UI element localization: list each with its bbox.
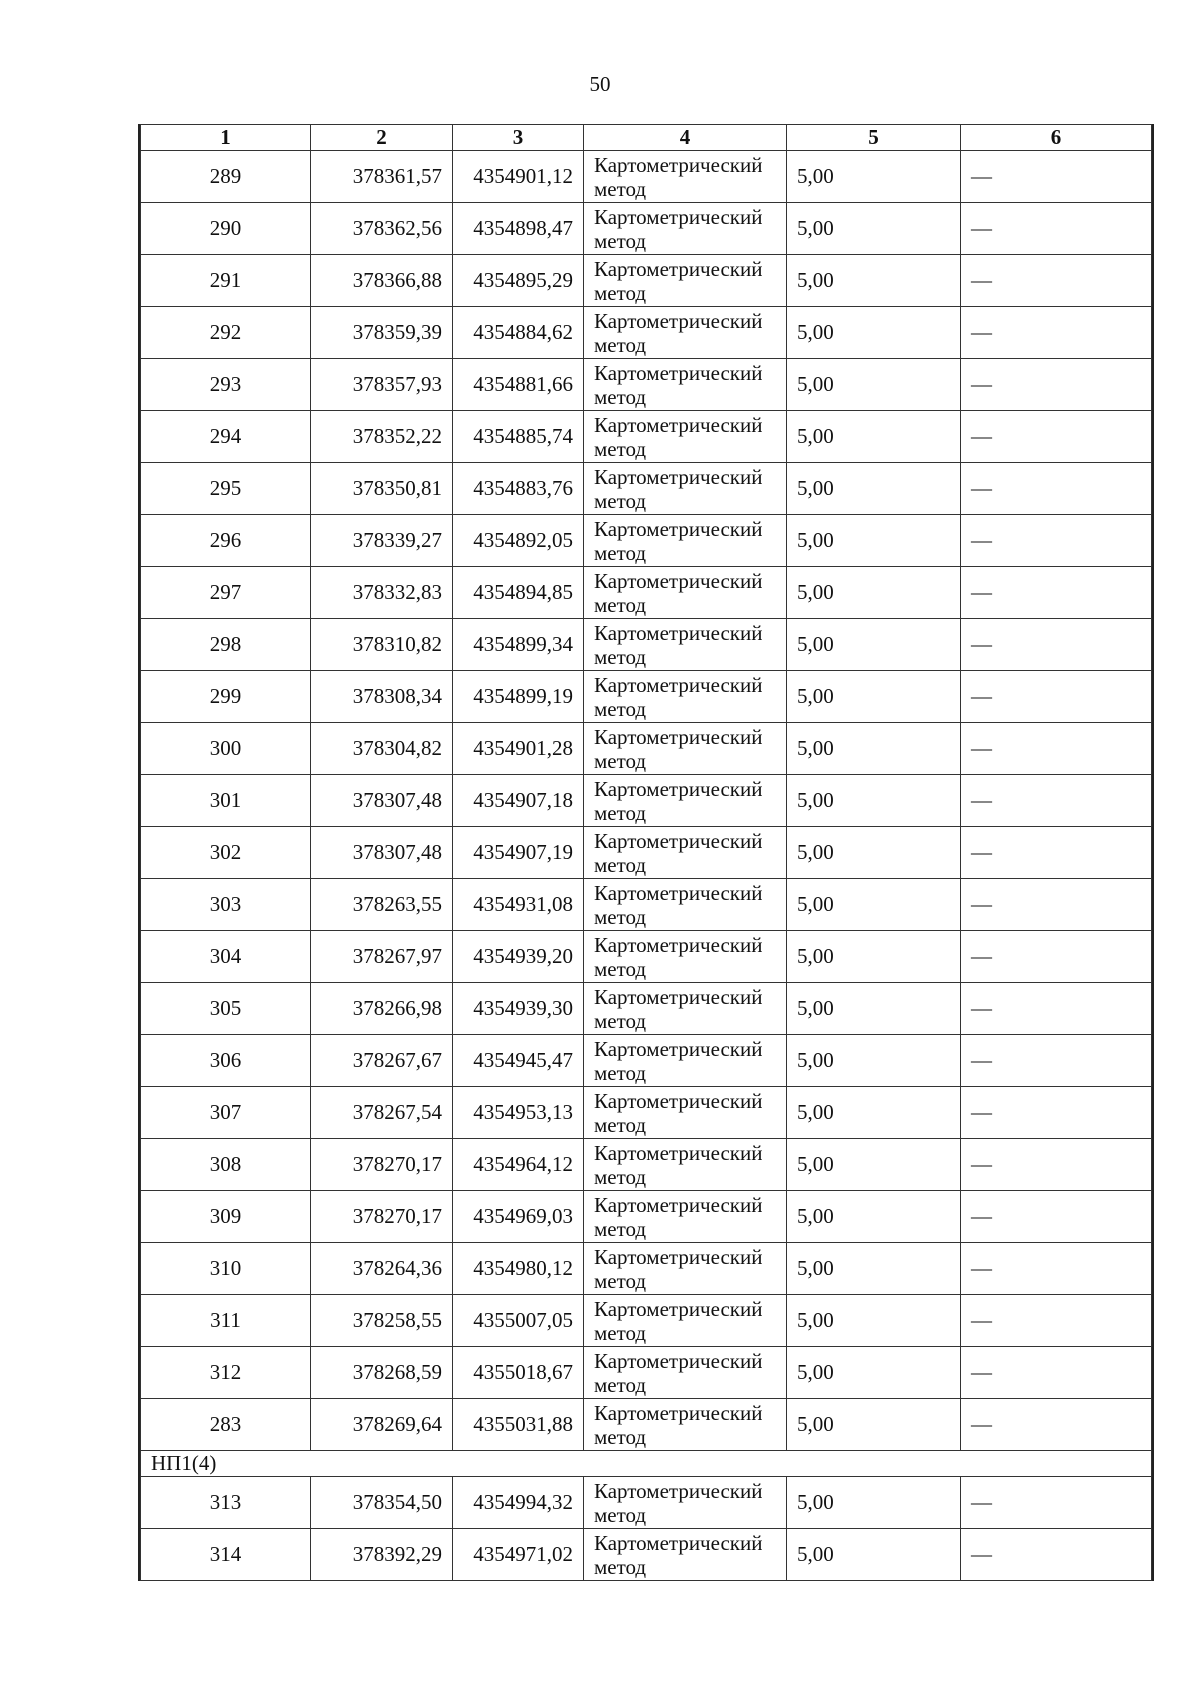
point-number: 294 [141,411,311,463]
coordinate-x: 378392,29 [311,1529,453,1581]
coordinate-x: 378352,22 [311,411,453,463]
accuracy-value: 5,00 [787,1035,961,1087]
accuracy-value: 5,00 [787,411,961,463]
point-number: 295 [141,463,311,515]
method-cell [584,1087,787,1139]
method-cell [584,1347,787,1399]
note-cell: — [961,307,1152,359]
coordinate-y: 4354939,20 [453,931,584,983]
method-line-2: метод [594,436,647,461]
coordinate-y: 4354953,13 [453,1087,584,1139]
method-cell [584,983,787,1035]
accuracy-value: 5,00 [787,1529,961,1581]
coordinate-y: 4354939,30 [453,983,584,1035]
method-cell [584,931,787,983]
table-row [141,671,1152,723]
point-number: 302 [141,827,311,879]
table-row [141,1087,1152,1139]
coordinate-y: 4354907,18 [453,775,584,827]
method-line-1: Картометрический [594,412,763,437]
coordinate-y: 4354899,34 [453,619,584,671]
method-cell [584,1243,787,1295]
method-line-2: метод [594,1216,647,1241]
coordinate-x: 378263,55 [311,879,453,931]
coordinate-x: 378304,82 [311,723,453,775]
coordinate-x: 378268,59 [311,1347,453,1399]
note-cell: — [961,827,1152,879]
method-line-2: метод [594,696,647,721]
coordinates-table-frame [138,124,1154,1581]
coordinate-y: 4354895,29 [453,255,584,307]
accuracy-value: 5,00 [787,463,961,515]
point-number: 299 [141,671,311,723]
method-line-2: метод [594,800,647,825]
method-line-1: Картометрический [594,308,763,333]
coordinate-y: 4354901,12 [453,151,584,203]
table-row [141,879,1152,931]
method-cell [584,775,787,827]
coordinate-y: 4354980,12 [453,1243,584,1295]
method-line-1: Картометрический [594,828,763,853]
table-row [141,359,1152,411]
method-line-1: Картометрический [594,620,763,645]
accuracy-value: 5,00 [787,1399,961,1451]
method-cell [584,307,787,359]
point-number: 297 [141,567,311,619]
method-line-1: Картометрический [594,724,763,749]
accuracy-value: 5,00 [787,1295,961,1347]
method-line-1: Картометрический [594,672,763,697]
method-line-2: метод [594,1424,647,1449]
method-line-1: Картометрический [594,1140,763,1165]
method-cell [584,1139,787,1191]
method-cell [584,1399,787,1451]
method-line-1: Картометрический [594,1244,763,1269]
point-number: 290 [141,203,311,255]
method-cell [584,827,787,879]
section-label: НП1(4) [141,1451,1152,1477]
point-number: 303 [141,879,311,931]
point-number: 308 [141,1139,311,1191]
point-number: 313 [141,1477,311,1529]
method-cell [584,1477,787,1529]
coordinate-x: 378267,97 [311,931,453,983]
coordinates-table [140,124,1152,1581]
header-col-3: 3 [453,125,584,151]
coordinate-y: 4354931,08 [453,879,584,931]
method-line-2: метод [594,592,647,617]
coordinate-y: 4354964,12 [453,1139,584,1191]
method-cell [584,359,787,411]
page-number: 50 [589,72,611,96]
method-line-1: Картометрический [594,984,763,1009]
coordinate-y: 4354907,19 [453,827,584,879]
coordinate-y: 4355007,05 [453,1295,584,1347]
note-cell: — [961,1139,1152,1191]
coordinate-x: 378266,98 [311,983,453,1035]
method-line-1: Картометрический [594,1192,763,1217]
point-number: 304 [141,931,311,983]
coordinate-x: 378350,81 [311,463,453,515]
note-cell: — [961,1295,1152,1347]
header-col-5: 5 [787,125,961,151]
coordinate-x: 378332,83 [311,567,453,619]
accuracy-value: 5,00 [787,151,961,203]
header-col-2: 2 [311,125,453,151]
method-line-1: Картометрический [594,1088,763,1113]
point-number: 311 [141,1295,311,1347]
coordinate-y: 4354883,76 [453,463,584,515]
table-row [141,931,1152,983]
note-cell: — [961,411,1152,463]
note-cell: — [961,723,1152,775]
note-cell: — [961,879,1152,931]
accuracy-value: 5,00 [787,983,961,1035]
method-line-2: метод [594,644,647,669]
note-cell: — [961,619,1152,671]
method-line-2: метод [594,1502,647,1527]
note-cell: — [961,359,1152,411]
accuracy-value: 5,00 [787,931,961,983]
point-number: 306 [141,1035,311,1087]
coordinate-y: 4355018,67 [453,1347,584,1399]
section-row [141,1451,1152,1477]
accuracy-value: 5,00 [787,1139,961,1191]
point-number: 307 [141,1087,311,1139]
coordinate-y: 4354945,47 [453,1035,584,1087]
coordinate-x: 378267,54 [311,1087,453,1139]
method-line-1: Картометрический [594,464,763,489]
table-row [141,723,1152,775]
coordinate-x: 378359,39 [311,307,453,359]
point-number: 283 [141,1399,311,1451]
accuracy-value: 5,00 [787,359,961,411]
table-row [141,1139,1152,1191]
point-number: 314 [141,1529,311,1581]
table-row [141,827,1152,879]
coordinate-y: 4354884,62 [453,307,584,359]
table-row [141,1399,1152,1451]
method-line-1: Картометрический [594,360,763,385]
table-header-row [141,125,1152,151]
method-cell [584,411,787,463]
method-line-1: Картометрический [594,1530,763,1555]
table-row [141,203,1152,255]
coordinate-x: 378307,48 [311,827,453,879]
note-cell: — [961,1477,1152,1529]
note-cell: — [961,983,1152,1035]
table-row [141,411,1152,463]
method-line-2: метод [594,280,647,305]
method-line-1: Картометрический [594,1036,763,1061]
method-line-1: Картометрический [594,516,763,541]
note-cell: — [961,1191,1152,1243]
method-cell [584,567,787,619]
method-cell [584,255,787,307]
method-line-1: Картометрический [594,932,763,957]
method-line-2: метод [594,748,647,773]
point-number: 300 [141,723,311,775]
table-row [141,1191,1152,1243]
table-row [141,1243,1152,1295]
point-number: 305 [141,983,311,1035]
coordinate-x: 378357,93 [311,359,453,411]
header-col-4: 4 [584,125,787,151]
note-cell: — [961,515,1152,567]
coordinate-x: 378270,17 [311,1139,453,1191]
note-cell: — [961,1529,1152,1581]
coordinate-y: 4354892,05 [453,515,584,567]
point-number: 293 [141,359,311,411]
table-row [141,515,1152,567]
table-row [141,775,1152,827]
table-row [141,619,1152,671]
note-cell: — [961,1243,1152,1295]
note-cell: — [961,931,1152,983]
coordinate-x: 378258,55 [311,1295,453,1347]
note-cell: — [961,567,1152,619]
note-cell: — [961,775,1152,827]
method-cell [584,463,787,515]
method-line-2: метод [594,904,647,929]
table-row [141,1477,1152,1529]
accuracy-value: 5,00 [787,1243,961,1295]
accuracy-value: 5,00 [787,1347,961,1399]
accuracy-value: 5,00 [787,567,961,619]
method-cell [584,203,787,255]
method-cell [584,723,787,775]
coordinate-y: 4354885,74 [453,411,584,463]
table-row [141,1035,1152,1087]
coordinate-y: 4354881,66 [453,359,584,411]
accuracy-value: 5,00 [787,307,961,359]
accuracy-value: 5,00 [787,827,961,879]
table-row [141,1347,1152,1399]
method-line-2: метод [594,1320,647,1345]
coordinate-x: 378307,48 [311,775,453,827]
note-cell: — [961,203,1152,255]
method-cell [584,1295,787,1347]
accuracy-value: 5,00 [787,1477,961,1529]
method-line-1: Картометрический [594,880,763,905]
coordinate-x: 378308,34 [311,671,453,723]
accuracy-value: 5,00 [787,671,961,723]
table-row [141,307,1152,359]
method-line-2: метод [594,176,647,201]
method-line-2: метод [594,1554,647,1579]
method-line-2: метод [594,1060,647,1085]
method-cell [584,515,787,567]
table-row [141,567,1152,619]
method-line-2: метод [594,1008,647,1033]
coordinate-x: 378339,27 [311,515,453,567]
method-line-2: метод [594,1372,647,1397]
accuracy-value: 5,00 [787,255,961,307]
table-row [141,463,1152,515]
note-cell: — [961,1347,1152,1399]
coordinate-y: 4354898,47 [453,203,584,255]
table-body [141,151,1152,1581]
accuracy-value: 5,00 [787,1191,961,1243]
method-line-1: Картометрический [594,1400,763,1425]
accuracy-value: 5,00 [787,1087,961,1139]
method-line-2: метод [594,384,647,409]
method-cell [584,671,787,723]
coordinate-x: 378366,88 [311,255,453,307]
note-cell: — [961,1087,1152,1139]
coordinate-y: 4354969,03 [453,1191,584,1243]
method-line-2: метод [594,228,647,253]
method-cell [584,1191,787,1243]
coordinate-y: 4354971,02 [453,1529,584,1581]
method-line-2: метод [594,332,647,357]
accuracy-value: 5,00 [787,619,961,671]
coordinate-x: 378267,67 [311,1035,453,1087]
accuracy-value: 5,00 [787,515,961,567]
method-line-1: Картометрический [594,204,763,229]
coordinate-x: 378269,64 [311,1399,453,1451]
accuracy-value: 5,00 [787,775,961,827]
coordinate-y: 4354899,19 [453,671,584,723]
coordinate-y: 4354894,85 [453,567,584,619]
coordinate-x: 378361,57 [311,151,453,203]
point-number: 292 [141,307,311,359]
note-cell: — [961,1035,1152,1087]
table-row [141,255,1152,307]
coordinate-y: 4354901,28 [453,723,584,775]
point-number: 289 [141,151,311,203]
method-line-2: метод [594,852,647,877]
note-cell: — [961,255,1152,307]
coordinate-y: 4355031,88 [453,1399,584,1451]
point-number: 301 [141,775,311,827]
accuracy-value: 5,00 [787,723,961,775]
method-line-2: метод [594,1164,647,1189]
header-col-6: 6 [961,125,1152,151]
method-line-1: Картометрический [594,256,763,281]
note-cell: — [961,463,1152,515]
method-line-2: метод [594,956,647,981]
coordinate-x: 378354,50 [311,1477,453,1529]
table-row [141,1529,1152,1581]
method-line-1: Картометрический [594,1348,763,1373]
table-row [141,151,1152,203]
coordinate-y: 4354994,32 [453,1477,584,1529]
point-number: 310 [141,1243,311,1295]
method-line-2: метод [594,488,647,513]
table-row [141,1295,1152,1347]
point-number: 291 [141,255,311,307]
method-line-2: метод [594,1112,647,1137]
note-cell: — [961,1399,1152,1451]
note-cell: — [961,671,1152,723]
point-number: 312 [141,1347,311,1399]
table-row [141,983,1152,1035]
note-cell: — [961,151,1152,203]
method-line-1: Картометрический [594,152,763,177]
method-cell [584,879,787,931]
point-number: 296 [141,515,311,567]
method-cell [584,1529,787,1581]
method-line-2: метод [594,1268,647,1293]
coordinate-x: 378310,82 [311,619,453,671]
method-cell [584,151,787,203]
method-cell [584,1035,787,1087]
method-line-1: Картометрический [594,776,763,801]
accuracy-value: 5,00 [787,203,961,255]
point-number: 309 [141,1191,311,1243]
header-col-1: 1 [141,125,311,151]
method-line-1: Картометрический [594,568,763,593]
method-cell [584,619,787,671]
coordinate-x: 378362,56 [311,203,453,255]
method-line-1: Картометрический [594,1478,763,1503]
method-line-1: Картометрический [594,1296,763,1321]
coordinate-x: 378270,17 [311,1191,453,1243]
point-number: 298 [141,619,311,671]
coordinate-x: 378264,36 [311,1243,453,1295]
accuracy-value: 5,00 [787,879,961,931]
method-line-2: метод [594,540,647,565]
